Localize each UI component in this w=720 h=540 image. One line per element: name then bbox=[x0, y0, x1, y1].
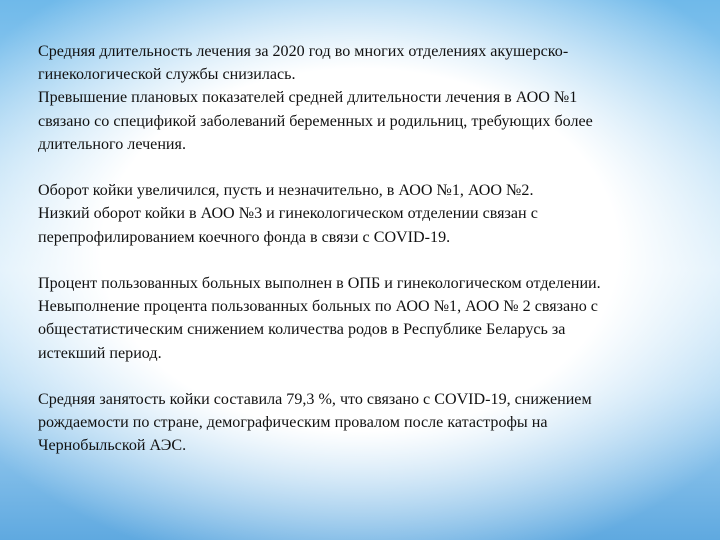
text-line: Низкий оборот койки в АОО №3 и гинекологическом отделении связан с bbox=[38, 205, 538, 223]
text-line: Невыполнение процента пользованных больных по АОО №1, АОО № 2 связано с bbox=[38, 298, 598, 316]
text-line: Средняя длительность лечения за 2020 год во многих отделениях акушерско- bbox=[38, 43, 569, 60]
paragraph-treatment-duration bbox=[38, 40, 698, 156]
text-line: перепрофилированием коечного фонда в связи с COVID-19. bbox=[38, 228, 451, 246]
text-line: Чернобыльской АЭС. bbox=[38, 437, 187, 455]
paragraph-patients-percent bbox=[38, 272, 698, 365]
text-line: связано со спецификой заболеваний беременных и родильниц, требующих более bbox=[38, 112, 593, 130]
text-line: общестатистическим снижением количества родов в Республике Беларусь за bbox=[38, 321, 566, 339]
paragraph-bed-occupancy bbox=[38, 388, 698, 458]
text-line: длительного лечения. bbox=[38, 135, 186, 153]
paragraph-bed-turnover bbox=[38, 179, 698, 249]
text-line: гинекологической службы снизилась. bbox=[38, 66, 296, 84]
slide-text-body bbox=[38, 40, 698, 458]
text-line: Процент пользованных больных выполнен в ОПБ и гинекологическом отделении. bbox=[38, 275, 601, 292]
text-line: истекший период. bbox=[38, 344, 162, 362]
text-line: Оборот койки увеличился, пусть и незначительно, в АОО №1, АОО №2. bbox=[38, 182, 534, 200]
text-line: Превышение плановых показателей средней длительности лечения в АОО №1 bbox=[38, 89, 578, 107]
text-line: Средняя занятость койки составила 79,3 %, что связано с COVID-19, снижением bbox=[38, 391, 592, 408]
text-line: рождаемости по стране, демографическим провалом после катастрофы на bbox=[38, 414, 548, 432]
